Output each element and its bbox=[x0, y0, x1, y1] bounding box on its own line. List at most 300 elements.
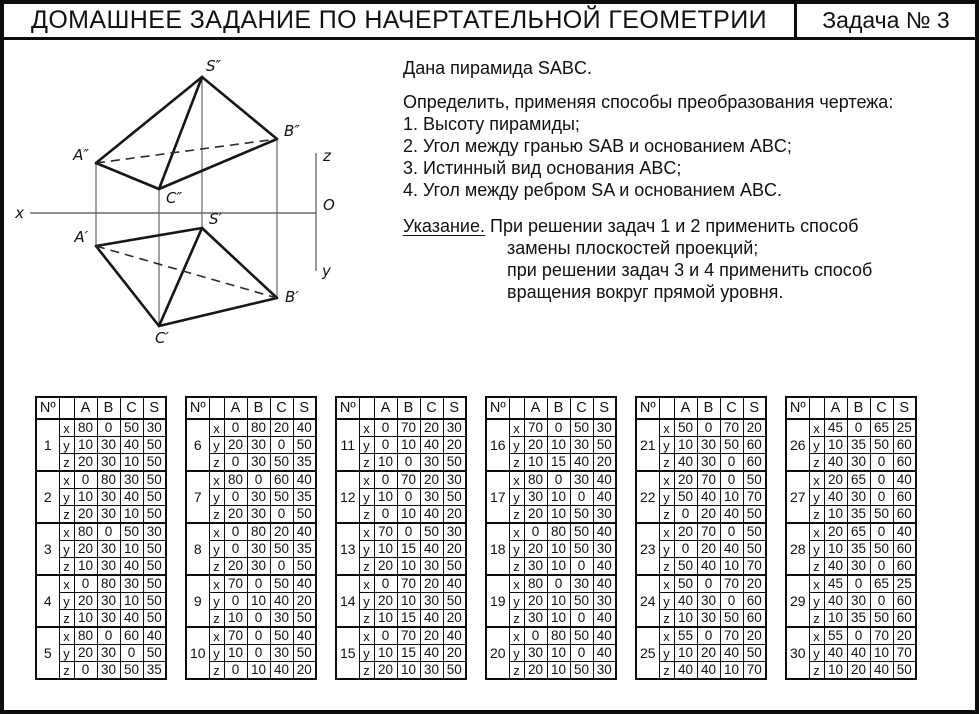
coord-value: 30 bbox=[697, 610, 720, 628]
coord-value: 10 bbox=[74, 437, 97, 454]
coord-value: 50 bbox=[143, 454, 166, 472]
coord-value: 55 bbox=[674, 627, 697, 645]
coord-value: 30 bbox=[247, 506, 270, 524]
coord-value: 40 bbox=[420, 506, 443, 524]
coord-value: 0 bbox=[720, 523, 743, 541]
coord-table-1 bbox=[35, 396, 167, 680]
coord-value: 30 bbox=[443, 523, 466, 541]
coord-value: 20 bbox=[374, 662, 397, 680]
task-item-1: 1. Высоту пирамиды; bbox=[403, 114, 580, 134]
coord-value: 10 bbox=[374, 645, 397, 662]
coord-value: 10 bbox=[224, 610, 247, 628]
coord-value: 40 bbox=[593, 489, 616, 506]
task-items bbox=[403, 113, 969, 201]
col-header: A bbox=[224, 397, 247, 419]
col-header: S bbox=[743, 397, 766, 419]
coord-value: 40 bbox=[443, 575, 466, 593]
coord-value: 0 bbox=[697, 627, 720, 645]
coord-value: 40 bbox=[120, 489, 143, 506]
coord-value: 0 bbox=[74, 575, 97, 593]
coord-value: 40 bbox=[824, 454, 847, 472]
axis-row-label: y bbox=[209, 541, 224, 558]
coord-value: 0 bbox=[870, 593, 893, 610]
coord-value: 80 bbox=[524, 471, 547, 489]
coord-value: 70 bbox=[720, 575, 743, 593]
coord-value: 50 bbox=[120, 662, 143, 680]
coord-value: 50 bbox=[570, 662, 593, 680]
coord-value: 40 bbox=[697, 558, 720, 576]
coord-value: 50 bbox=[570, 419, 593, 437]
axis-row-label: z bbox=[809, 662, 824, 680]
note-line-2: замены плоскостей проекций; bbox=[507, 238, 759, 258]
axis-row-label: x bbox=[809, 575, 824, 593]
axis-row-label: y bbox=[659, 541, 674, 558]
coord-value: 20 bbox=[847, 662, 870, 680]
coord-value: 50 bbox=[674, 489, 697, 506]
coord-table-2 bbox=[185, 396, 317, 680]
col-header: A bbox=[74, 397, 97, 419]
variant-number: 26 bbox=[786, 419, 809, 471]
coord-value: 50 bbox=[143, 506, 166, 524]
coord-value: 15 bbox=[547, 454, 570, 472]
col-header: A bbox=[674, 397, 697, 419]
coord-value: 80 bbox=[97, 471, 120, 489]
coord-value: 35 bbox=[847, 437, 870, 454]
coord-table-3 bbox=[335, 396, 467, 680]
axis-row-label: x bbox=[659, 575, 674, 593]
coord-value: 70 bbox=[697, 523, 720, 541]
coord-value: 0 bbox=[570, 489, 593, 506]
coord-value: 20 bbox=[443, 541, 466, 558]
y-axis-label: y bbox=[322, 262, 331, 280]
coord-value: 80 bbox=[547, 627, 570, 645]
vertex-label-b-front: B″ bbox=[284, 122, 300, 140]
coord-value: 80 bbox=[547, 523, 570, 541]
coord-value: 60 bbox=[743, 593, 766, 610]
coord-value: 50 bbox=[570, 593, 593, 610]
coord-value: 70 bbox=[224, 575, 247, 593]
coord-value: 10 bbox=[397, 506, 420, 524]
coord-value: 20 bbox=[824, 471, 847, 489]
coord-value: 0 bbox=[870, 471, 893, 489]
coord-value: 50 bbox=[270, 454, 293, 472]
axis-row-label: z bbox=[809, 506, 824, 524]
axis-row-label: x bbox=[809, 471, 824, 489]
coord-value: 70 bbox=[743, 662, 766, 680]
note-text-1: При решении задач 1 и 2 применить способ bbox=[490, 216, 859, 236]
axis-row-label: y bbox=[659, 437, 674, 454]
coord-value: 35 bbox=[847, 506, 870, 524]
task-item-3: 3. Истинный вид основания ABC; bbox=[403, 158, 682, 178]
variant-number: 23 bbox=[636, 523, 659, 575]
variant-number: 5 bbox=[36, 627, 59, 679]
coord-value: 0 bbox=[224, 523, 247, 541]
coord-value: 40 bbox=[674, 662, 697, 680]
coord-value: 40 bbox=[697, 662, 720, 680]
coord-value: 10 bbox=[547, 437, 570, 454]
coord-value: 80 bbox=[74, 419, 97, 437]
coord-value: 50 bbox=[293, 610, 316, 628]
coord-value: 70 bbox=[524, 419, 547, 437]
tables-row bbox=[35, 396, 917, 680]
coord-value: 40 bbox=[293, 575, 316, 593]
coord-value: 60 bbox=[893, 506, 916, 524]
coord-value: 0 bbox=[847, 575, 870, 593]
axis-row-label: y bbox=[809, 541, 824, 558]
axis-row-label: z bbox=[659, 454, 674, 472]
col-header: B bbox=[847, 397, 870, 419]
coord-value: 10 bbox=[547, 610, 570, 628]
coord-value: 50 bbox=[293, 506, 316, 524]
coord-value: 40 bbox=[593, 523, 616, 541]
coord-value: 10 bbox=[524, 454, 547, 472]
axis-row-label: x bbox=[659, 419, 674, 437]
axis-row-label: z bbox=[59, 454, 74, 472]
coord-value: 30 bbox=[420, 454, 443, 472]
coord-value: 40 bbox=[120, 437, 143, 454]
coord-value: 50 bbox=[443, 593, 466, 610]
coord-value: 50 bbox=[270, 627, 293, 645]
coord-value: 60 bbox=[893, 610, 916, 628]
coord-value: 40 bbox=[443, 627, 466, 645]
coord-value: 50 bbox=[570, 541, 593, 558]
coord-value: 50 bbox=[743, 541, 766, 558]
coord-value: 10 bbox=[547, 506, 570, 524]
coord-value: 40 bbox=[270, 593, 293, 610]
variant-number: 18 bbox=[486, 523, 509, 575]
coord-value: 0 bbox=[247, 471, 270, 489]
coord-value: 10 bbox=[374, 610, 397, 628]
coord-value: 40 bbox=[143, 627, 166, 645]
coord-value: 60 bbox=[893, 489, 916, 506]
coord-value: 0 bbox=[97, 523, 120, 541]
coord-value: 30 bbox=[593, 419, 616, 437]
coord-value: 0 bbox=[224, 662, 247, 680]
coord-value: 20 bbox=[74, 593, 97, 610]
coord-value: 10 bbox=[547, 541, 570, 558]
coord-value: 70 bbox=[720, 419, 743, 437]
coord-value: 0 bbox=[120, 645, 143, 662]
note-line-4: вращения вокруг прямой уровня. bbox=[507, 282, 784, 302]
coord-value: 10 bbox=[870, 645, 893, 662]
coord-value: 50 bbox=[293, 558, 316, 576]
coord-value: 20 bbox=[697, 645, 720, 662]
col-header: S bbox=[593, 397, 616, 419]
axis-row-label: y bbox=[59, 437, 74, 454]
axis-row-label: x bbox=[59, 575, 74, 593]
coord-value: 10 bbox=[120, 593, 143, 610]
coord-value: 0 bbox=[570, 645, 593, 662]
coord-value: 20 bbox=[443, 610, 466, 628]
coord-value: 50 bbox=[570, 627, 593, 645]
coord-value: 0 bbox=[870, 523, 893, 541]
coord-value: 50 bbox=[293, 437, 316, 454]
coord-value: 50 bbox=[143, 645, 166, 662]
coord-value: 30 bbox=[847, 454, 870, 472]
coord-value: 80 bbox=[247, 419, 270, 437]
coord-value: 20 bbox=[674, 523, 697, 541]
coord-value: 0 bbox=[674, 506, 697, 524]
col-header bbox=[59, 397, 74, 419]
note-block bbox=[403, 215, 969, 303]
coord-value: 50 bbox=[570, 506, 593, 524]
coord-value: 20 bbox=[293, 593, 316, 610]
coord-value: 50 bbox=[143, 541, 166, 558]
variant-number: 28 bbox=[786, 523, 809, 575]
coord-value: 10 bbox=[824, 506, 847, 524]
axis-row-label: z bbox=[59, 610, 74, 628]
coord-value: 10 bbox=[120, 454, 143, 472]
note-label: Указание. bbox=[403, 216, 485, 236]
coord-value: 0 bbox=[247, 645, 270, 662]
coord-value: 30 bbox=[270, 645, 293, 662]
coord-value: 20 bbox=[524, 541, 547, 558]
coord-value: 50 bbox=[143, 593, 166, 610]
col-header bbox=[809, 397, 824, 419]
col-header bbox=[509, 397, 524, 419]
coord-value: 50 bbox=[743, 645, 766, 662]
variant-number: 3 bbox=[36, 523, 59, 575]
col-header: C bbox=[870, 397, 893, 419]
coord-value: 80 bbox=[74, 627, 97, 645]
variant-number: 14 bbox=[336, 575, 359, 627]
coord-value: 0 bbox=[224, 489, 247, 506]
coord-table-6 bbox=[785, 396, 917, 680]
coord-value: 30 bbox=[247, 541, 270, 558]
coord-value: 30 bbox=[247, 489, 270, 506]
coord-value: 0 bbox=[247, 610, 270, 628]
coord-value: 0 bbox=[720, 471, 743, 489]
coord-value: 20 bbox=[374, 558, 397, 576]
coord-value: 50 bbox=[720, 437, 743, 454]
note-line-1 bbox=[403, 215, 969, 237]
coord-value: 0 bbox=[847, 627, 870, 645]
axis-row-label: y bbox=[209, 437, 224, 454]
col-header: C bbox=[720, 397, 743, 419]
coord-value: 20 bbox=[420, 627, 443, 645]
coord-value: 10 bbox=[720, 489, 743, 506]
coord-value: 50 bbox=[420, 523, 443, 541]
coord-value: 50 bbox=[443, 454, 466, 472]
coord-value: 65 bbox=[847, 523, 870, 541]
coord-value: 55 bbox=[824, 627, 847, 645]
col-header: Nº bbox=[786, 397, 809, 419]
coord-value: 50 bbox=[870, 541, 893, 558]
col-header: B bbox=[547, 397, 570, 419]
coord-value: 30 bbox=[97, 454, 120, 472]
col-header bbox=[659, 397, 674, 419]
coord-value: 40 bbox=[720, 506, 743, 524]
coord-value: 20 bbox=[443, 437, 466, 454]
coord-value: 40 bbox=[893, 471, 916, 489]
coord-value: 50 bbox=[143, 489, 166, 506]
coord-value: 40 bbox=[293, 471, 316, 489]
col-header bbox=[209, 397, 224, 419]
col-header: Nº bbox=[36, 397, 59, 419]
coord-value: 70 bbox=[743, 558, 766, 576]
axis-row-label: y bbox=[59, 541, 74, 558]
coord-value: 70 bbox=[720, 627, 743, 645]
coord-value: 20 bbox=[743, 419, 766, 437]
axis-row-label: x bbox=[209, 471, 224, 489]
coord-value: 35 bbox=[847, 610, 870, 628]
axis-row-label: y bbox=[59, 593, 74, 610]
coord-value: 30 bbox=[524, 610, 547, 628]
coord-value: 0 bbox=[270, 437, 293, 454]
axis-row-label: z bbox=[359, 506, 374, 524]
coord-value: 50 bbox=[743, 471, 766, 489]
coord-value: 30 bbox=[97, 489, 120, 506]
coord-value: 10 bbox=[247, 593, 270, 610]
coord-value: 30 bbox=[443, 471, 466, 489]
coord-value: 40 bbox=[824, 645, 847, 662]
variant-number: 4 bbox=[36, 575, 59, 627]
edge-ac-front bbox=[96, 163, 159, 189]
coord-value: 50 bbox=[143, 437, 166, 454]
coord-value: 0 bbox=[547, 575, 570, 593]
coord-value: 30 bbox=[847, 558, 870, 576]
coord-value: 50 bbox=[674, 558, 697, 576]
axis-row-label: z bbox=[809, 610, 824, 628]
coord-value: 10 bbox=[824, 662, 847, 680]
coord-value: 40 bbox=[570, 454, 593, 472]
coord-value: 20 bbox=[224, 437, 247, 454]
variant-number: 13 bbox=[336, 523, 359, 575]
coord-value: 0 bbox=[74, 471, 97, 489]
coord-value: 10 bbox=[547, 645, 570, 662]
col-header: C bbox=[270, 397, 293, 419]
coord-value: 30 bbox=[420, 489, 443, 506]
col-header: S bbox=[893, 397, 916, 419]
coord-value: 35 bbox=[143, 662, 166, 680]
col-header: B bbox=[697, 397, 720, 419]
coord-value: 20 bbox=[74, 454, 97, 472]
coord-value: 0 bbox=[397, 523, 420, 541]
coord-value: 50 bbox=[870, 610, 893, 628]
coord-value: 35 bbox=[847, 541, 870, 558]
coord-value: 20 bbox=[74, 645, 97, 662]
coord-value: 30 bbox=[524, 489, 547, 506]
axis-row-label: x bbox=[359, 627, 374, 645]
coord-value: 10 bbox=[674, 610, 697, 628]
vertex-label-a-top: A′ bbox=[74, 228, 88, 246]
axis-row-label: z bbox=[359, 558, 374, 576]
edge-ac-top bbox=[96, 246, 159, 326]
coord-value: 0 bbox=[674, 541, 697, 558]
edge-sc-top bbox=[159, 228, 202, 326]
coord-value: 60 bbox=[120, 627, 143, 645]
coord-value: 30 bbox=[247, 558, 270, 576]
coord-value: 70 bbox=[743, 489, 766, 506]
coord-value: 60 bbox=[270, 471, 293, 489]
coord-value: 0 bbox=[374, 506, 397, 524]
axis-row-label: x bbox=[809, 419, 824, 437]
coord-value: 40 bbox=[824, 558, 847, 576]
col-header: Nº bbox=[186, 397, 209, 419]
variant-number: 10 bbox=[186, 627, 209, 679]
coord-value: 0 bbox=[870, 558, 893, 576]
coord-value: 30 bbox=[270, 610, 293, 628]
coord-value: 35 bbox=[293, 489, 316, 506]
coord-value: 30 bbox=[524, 558, 547, 576]
axis-row-label: z bbox=[509, 662, 524, 680]
variant-number: 15 bbox=[336, 627, 359, 679]
coord-value: 70 bbox=[374, 523, 397, 541]
coord-value: 60 bbox=[743, 610, 766, 628]
axis-row-label: y bbox=[359, 645, 374, 662]
origin-label: O bbox=[323, 196, 335, 214]
variant-number: 6 bbox=[186, 419, 209, 471]
coord-value: 60 bbox=[893, 593, 916, 610]
coord-value: 20 bbox=[743, 575, 766, 593]
coord-value: 0 bbox=[224, 419, 247, 437]
coord-value: 50 bbox=[674, 419, 697, 437]
coord-value: 80 bbox=[97, 575, 120, 593]
coord-value: 20 bbox=[743, 627, 766, 645]
determine-statement: Определить, применяя способы преобразования чертежа: bbox=[403, 92, 894, 112]
axis-row-label: y bbox=[209, 593, 224, 610]
coord-value: 60 bbox=[743, 454, 766, 472]
axis-row-label: z bbox=[209, 662, 224, 680]
axis-row-label: y bbox=[209, 645, 224, 662]
coord-value: 80 bbox=[524, 575, 547, 593]
axis-row-label: x bbox=[359, 575, 374, 593]
coord-value: 0 bbox=[97, 419, 120, 437]
col-header: B bbox=[97, 397, 120, 419]
axis-row-label: y bbox=[809, 489, 824, 506]
coord-value: 30 bbox=[97, 558, 120, 576]
coord-value: 10 bbox=[720, 558, 743, 576]
variant-number: 27 bbox=[786, 471, 809, 523]
coord-value: 40 bbox=[593, 471, 616, 489]
vertex-label-a-front: A″ bbox=[73, 146, 89, 164]
coord-value: 25 bbox=[893, 575, 916, 593]
coord-value: 40 bbox=[420, 541, 443, 558]
page-title: ДОМАШНЕЕ ЗАДАНИЕ ПО НАЧЕРТАТЕЛЬНОЙ ГЕОМЕТРИИ bbox=[4, 4, 797, 37]
coord-table-4 bbox=[485, 396, 617, 680]
coord-value: 70 bbox=[870, 627, 893, 645]
coord-value: 20 bbox=[674, 471, 697, 489]
coord-value: 0 bbox=[270, 506, 293, 524]
task-description bbox=[403, 57, 969, 303]
col-header: S bbox=[143, 397, 166, 419]
coord-value: 60 bbox=[893, 437, 916, 454]
coord-value: 0 bbox=[547, 471, 570, 489]
axis-row-label: y bbox=[809, 593, 824, 610]
coord-value: 10 bbox=[397, 437, 420, 454]
coord-value: 20 bbox=[74, 506, 97, 524]
coord-value: 50 bbox=[293, 645, 316, 662]
coord-value: 10 bbox=[824, 437, 847, 454]
coord-value: 10 bbox=[247, 662, 270, 680]
coord-value: 10 bbox=[720, 662, 743, 680]
coord-value: 40 bbox=[674, 593, 697, 610]
axis-row-label: y bbox=[809, 437, 824, 454]
axis-row-label: x bbox=[59, 419, 74, 437]
coord-value: 0 bbox=[374, 575, 397, 593]
col-header: Nº bbox=[336, 397, 359, 419]
axis-row-label: y bbox=[359, 489, 374, 506]
axis-row-label: y bbox=[359, 541, 374, 558]
coord-value: 10 bbox=[374, 541, 397, 558]
x-axis-label: x bbox=[15, 204, 24, 222]
coord-value: 10 bbox=[397, 593, 420, 610]
coord-value: 10 bbox=[547, 662, 570, 680]
coord-value: 20 bbox=[420, 419, 443, 437]
coord-value: 30 bbox=[697, 454, 720, 472]
variant-number: 8 bbox=[186, 523, 209, 575]
coord-value: 30 bbox=[570, 575, 593, 593]
